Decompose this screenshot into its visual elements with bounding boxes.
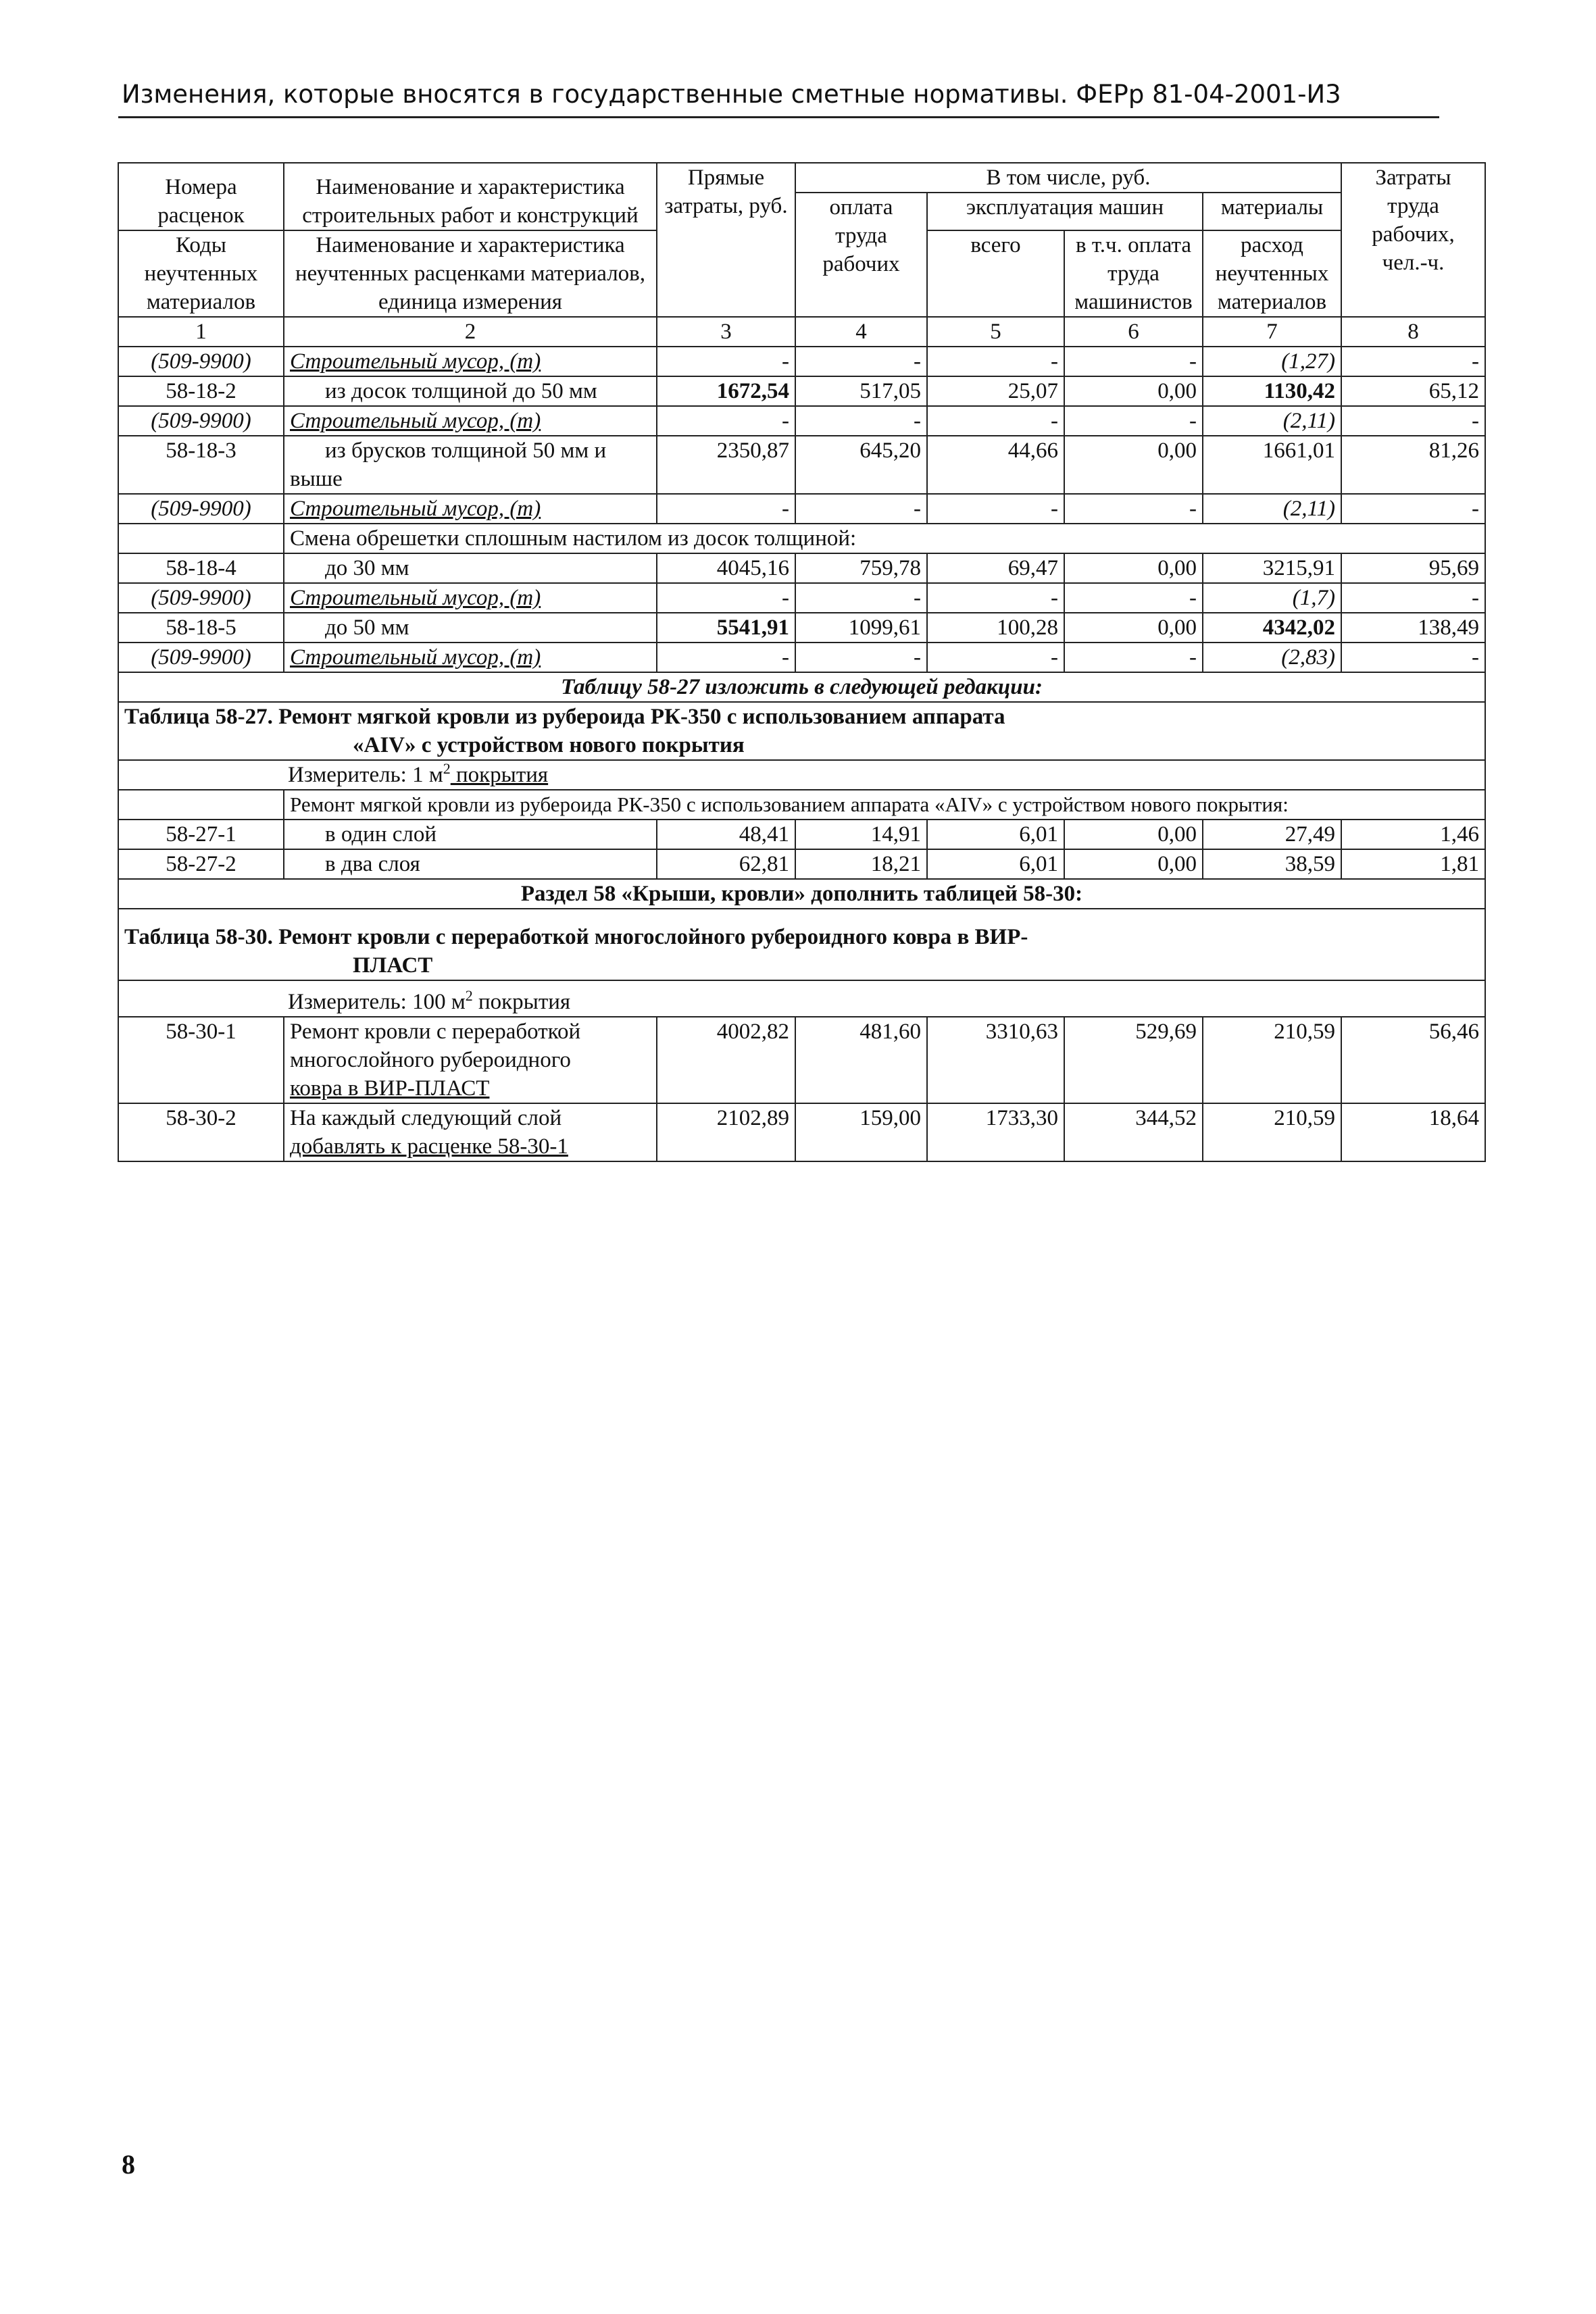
table27-measure: Измеритель: 1 $м^2$ покрытия: [118, 760, 1485, 790]
group-heading: Смена обрешетки сплошным настилом из досок толщиной:: [284, 524, 1485, 553]
replace-note-row: [118, 672, 1485, 702]
header-rule: [118, 116, 1439, 118]
table-row: (509-9900) Строительный мусор, (т) - - - - (1,27) -: [118, 347, 1485, 376]
table-row: 58-18-2 из досок толщиной до 50 мм 1672,54 517,05 25,07 0,00 1130,42 65,12: [118, 376, 1485, 406]
table27-title-row: [118, 702, 1485, 760]
machines-header: эксплуатация машин: [927, 193, 1203, 230]
table30-measure-row: [118, 980, 1485, 1017]
materials-header: материалы: [1203, 193, 1341, 230]
table-row: 58-27-2 в два слоя 62,81 18,21 6,01 0,00 38,59 1,81: [118, 849, 1485, 879]
table30-title-line2: ПЛАСТ: [353, 953, 433, 978]
table-row: (509-9900) Строительный мусор, (т) - - - - (2,11) -: [118, 406, 1485, 436]
table27-title: Таблица 58-27. Ремонт мягкой кровли из рубероида РК-350 с использованием аппарата: [124, 705, 1005, 729]
col5-header: всего: [927, 230, 1064, 317]
col6-header: в т.ч. оплата труда машинистов: [1064, 230, 1203, 317]
table30-title: Таблица 58-30. Ремонт кровли с переработкой многослойного рубероидного ковра в ВИР-: [124, 925, 1028, 949]
section-note-row: [118, 879, 1485, 909]
header-row-1: [118, 163, 1485, 193]
table-row: 58-30-1 Ремонт кровли с переработкой многослойного рубероидного ковра в ВИР-ПЛАСТ 4002,82 481,60 3310,63 529,69 210,59 56,46: [118, 1017, 1485, 1103]
col8-header: Затраты труда рабочих, чел.-ч.: [1341, 163, 1485, 317]
col4-header: оплата труда рабочих: [795, 193, 927, 317]
table-row: 58-30-2 На каждый следующий слой добавлять к расценке 58-30-1 2102,89 159,00 1733,30 344,52 210,59 18,64: [118, 1103, 1485, 1161]
table30-title-row: [118, 909, 1485, 980]
table-row: 58-27-1 в один слой 48,41 14,91 6,01 0,00 27,49 1,46: [118, 820, 1485, 849]
table-row: (509-9900) Строительный мусор, (т) - - - - (2,11) -: [118, 494, 1485, 524]
table-row: 58-18-4 до 30 мм 4045,16 759,78 69,47 0,00 3215,91 95,69: [118, 553, 1485, 583]
table30-measure: Измеритель: 100 $м^2$ покрытия: [118, 980, 1485, 1017]
table-row: (509-9900) Строительный мусор, (т) - - - - (1,7) -: [118, 583, 1485, 613]
col2-header-top: Наименование и характеристика строительных работ и конструкций: [284, 163, 657, 230]
table-row: 58-18-5 до 50 мм 5541,91 1099,61 100,28 0,00 4342,02 138,49: [118, 613, 1485, 643]
in-total-header: В том числе, руб.: [795, 163, 1341, 193]
table27-measure-row: [118, 760, 1485, 790]
col1-header-bottom: Коды неучтенных материалов: [118, 230, 284, 317]
table-row: (509-9900) Строительный мусор, (т) - - - - (2,83) -: [118, 643, 1485, 672]
group-heading-row: [118, 524, 1485, 553]
page-number: 8: [122, 2149, 135, 2180]
table27-subheading: Ремонт мягкой кровли из рубероида РК-350 с использованием аппарата «AIV» с устройством нового покрытия:: [284, 790, 1485, 820]
col3-header: Прямые затраты, руб.: [657, 163, 795, 317]
page-header: Изменения, которые вносятся в государственные сметные нормативы. ФЕРр 81-04-2001-И3: [122, 80, 1341, 109]
column-number-row: 1 2 3 4 5 6 7 8: [118, 317, 1485, 347]
table-row: 58-18-3 из брусков толщиной 50 мм и выше 2350,87 645,20 44,66 0,00 1661,01 81,26: [118, 436, 1485, 494]
col7-header: расход неучтенных материалов: [1203, 230, 1341, 317]
replace-note: Таблицу 58-27 изложить в следующей редакции:: [118, 672, 1485, 702]
table27-title-line2: «AIV» с устройством нового покрытия: [353, 733, 745, 757]
col2-header-bottom: Наименование и характеристика неучтенных расценками материалов, единица измерения: [284, 230, 657, 317]
table27-subheading-row: [118, 790, 1485, 820]
section-note: Раздел 58 «Крыши, кровли» дополнить таблицей 58-30:: [118, 879, 1485, 909]
rates-table: [118, 162, 1486, 1162]
col1-header-top: Номера расценок: [118, 163, 284, 230]
